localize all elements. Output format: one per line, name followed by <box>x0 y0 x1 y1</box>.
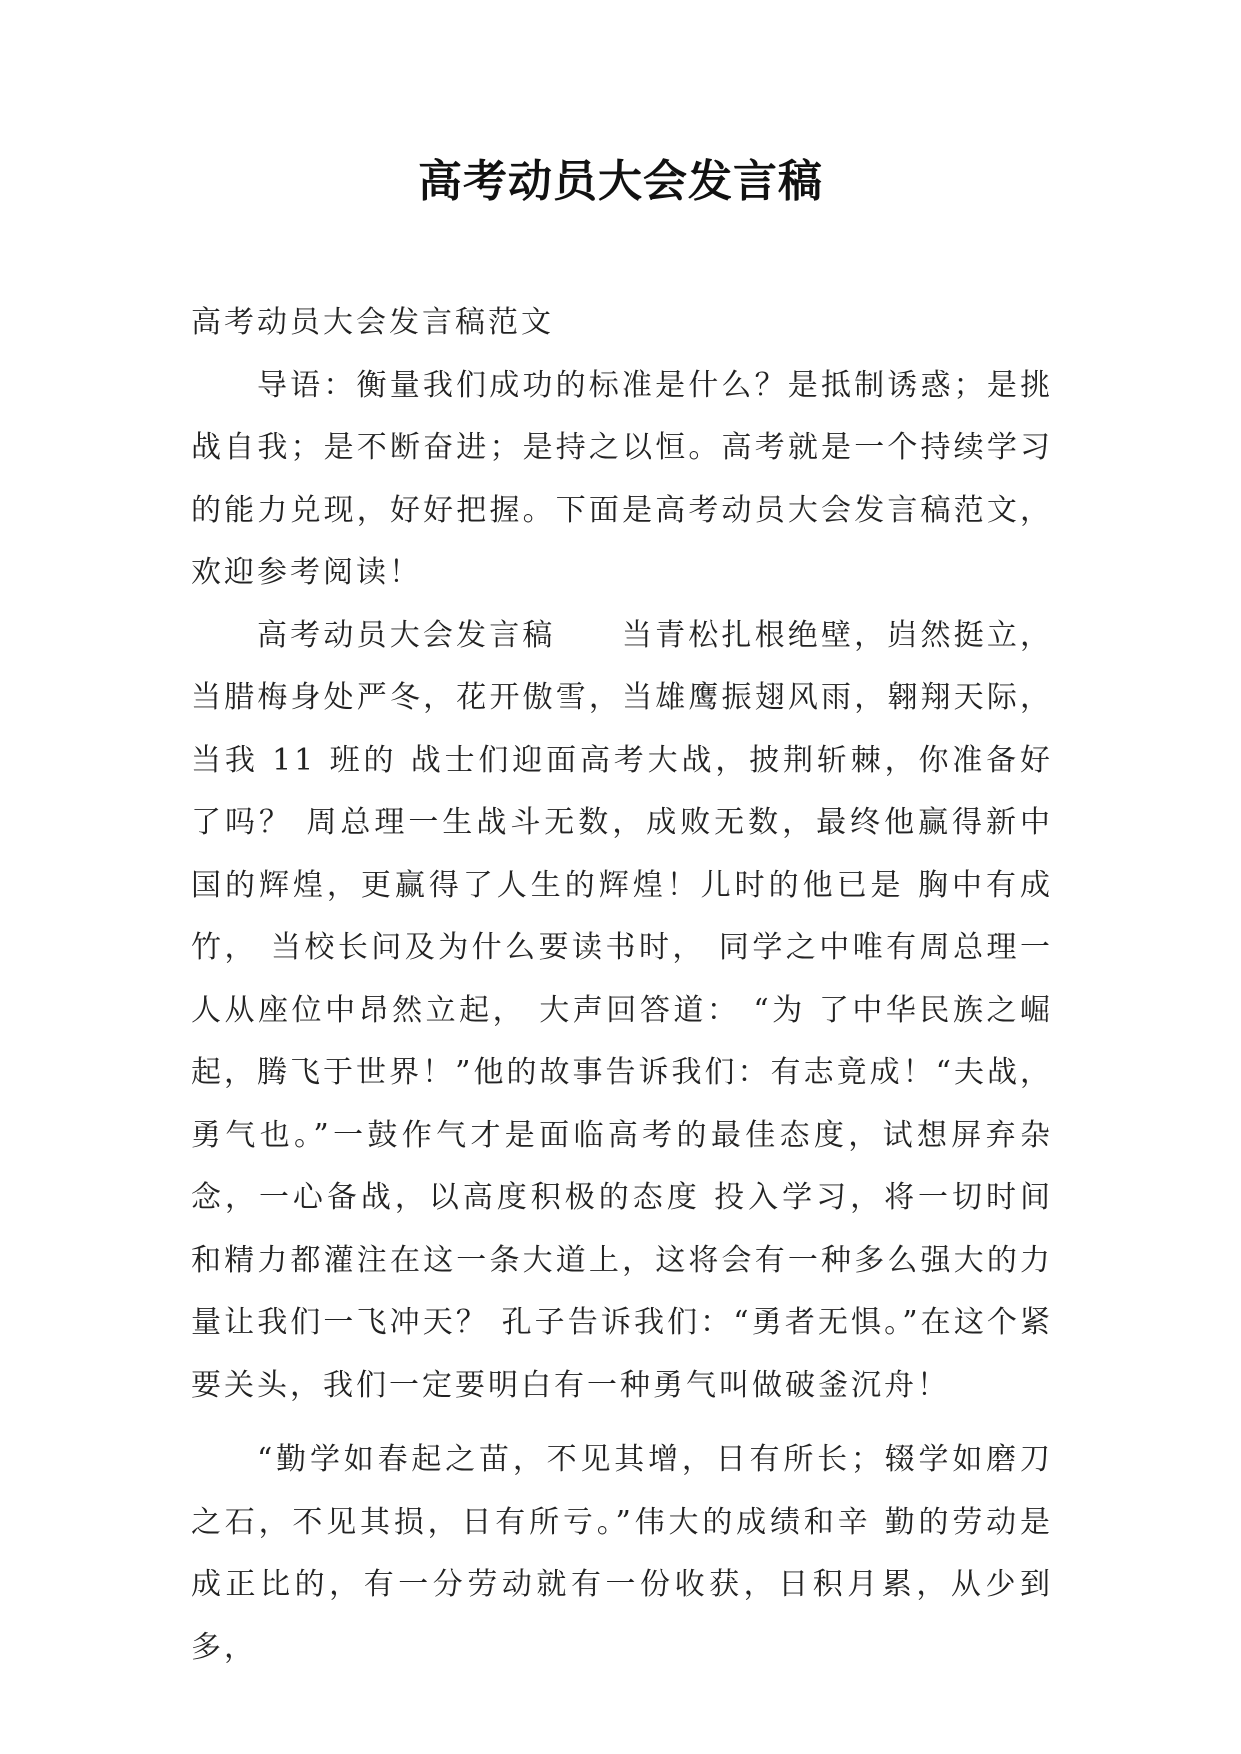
diligence-paragraph: “勤学如春起之苗，不见其增，日有所长；辍学如磨刀之石，不见其损，日有所亏。”伟大的成绩和辛 勤的劳动是成正比的，有一分劳动就有一份收获，日积月累，从少到多， <box>191 1442 1053 1665</box>
document-subtitle: 高考动员大会发言稿范文 <box>191 305 554 340</box>
intro-paragraph: 导语：衡量我们成功的标准是什么？是抵制诱惑；是挑战自我；是不断奋进；是持之以恒。高考就是一个持续学习的能力兑现，好好把握。下面是高考动员大会发言稿范文，欢迎参考阅读！ <box>191 367 1053 590</box>
speech-paragraph: 高考动员大会发言稿 当青松扎根绝壁，岿然挺立，当腊梅身处严冬，花开傲雪，当雄鹰振翅风雨，翱翔天际，当我 11 班的 战士们迎面高考大战，披荆斩棘，你准备好了吗？ 周总理一生战斗无数，成败无数，最终他赢得新中国的辉煌，更赢得了人生的辉煌！儿时的他已是 胸中有成竹， 当校长问及为什么要读书时， 同学之中唯有周总理一人从座位中昂然立起， 大声回答道： “为 了中华民族之崛起，腾飞于世界！”他的故事告诉我们：有志竟成！“夫战，勇气也。”一鼓作气才是面临高考的最佳态度，试想屏弃杂念，一心备战，以高度积极的态度 投入学习，将一切时间和精力都灌注在这一条大道上，这将会有一种多么强大的力量让我们一飞冲天？ 孔子告诉我们：“勇者无惧。”在这个紧要关头，我们一定要明白有一种勇气叫做破釜沉舟！ <box>191 617 1053 1403</box>
document-body <box>191 292 1053 1679</box>
document-title: 高考动员大会发言稿 <box>418 156 823 207</box>
